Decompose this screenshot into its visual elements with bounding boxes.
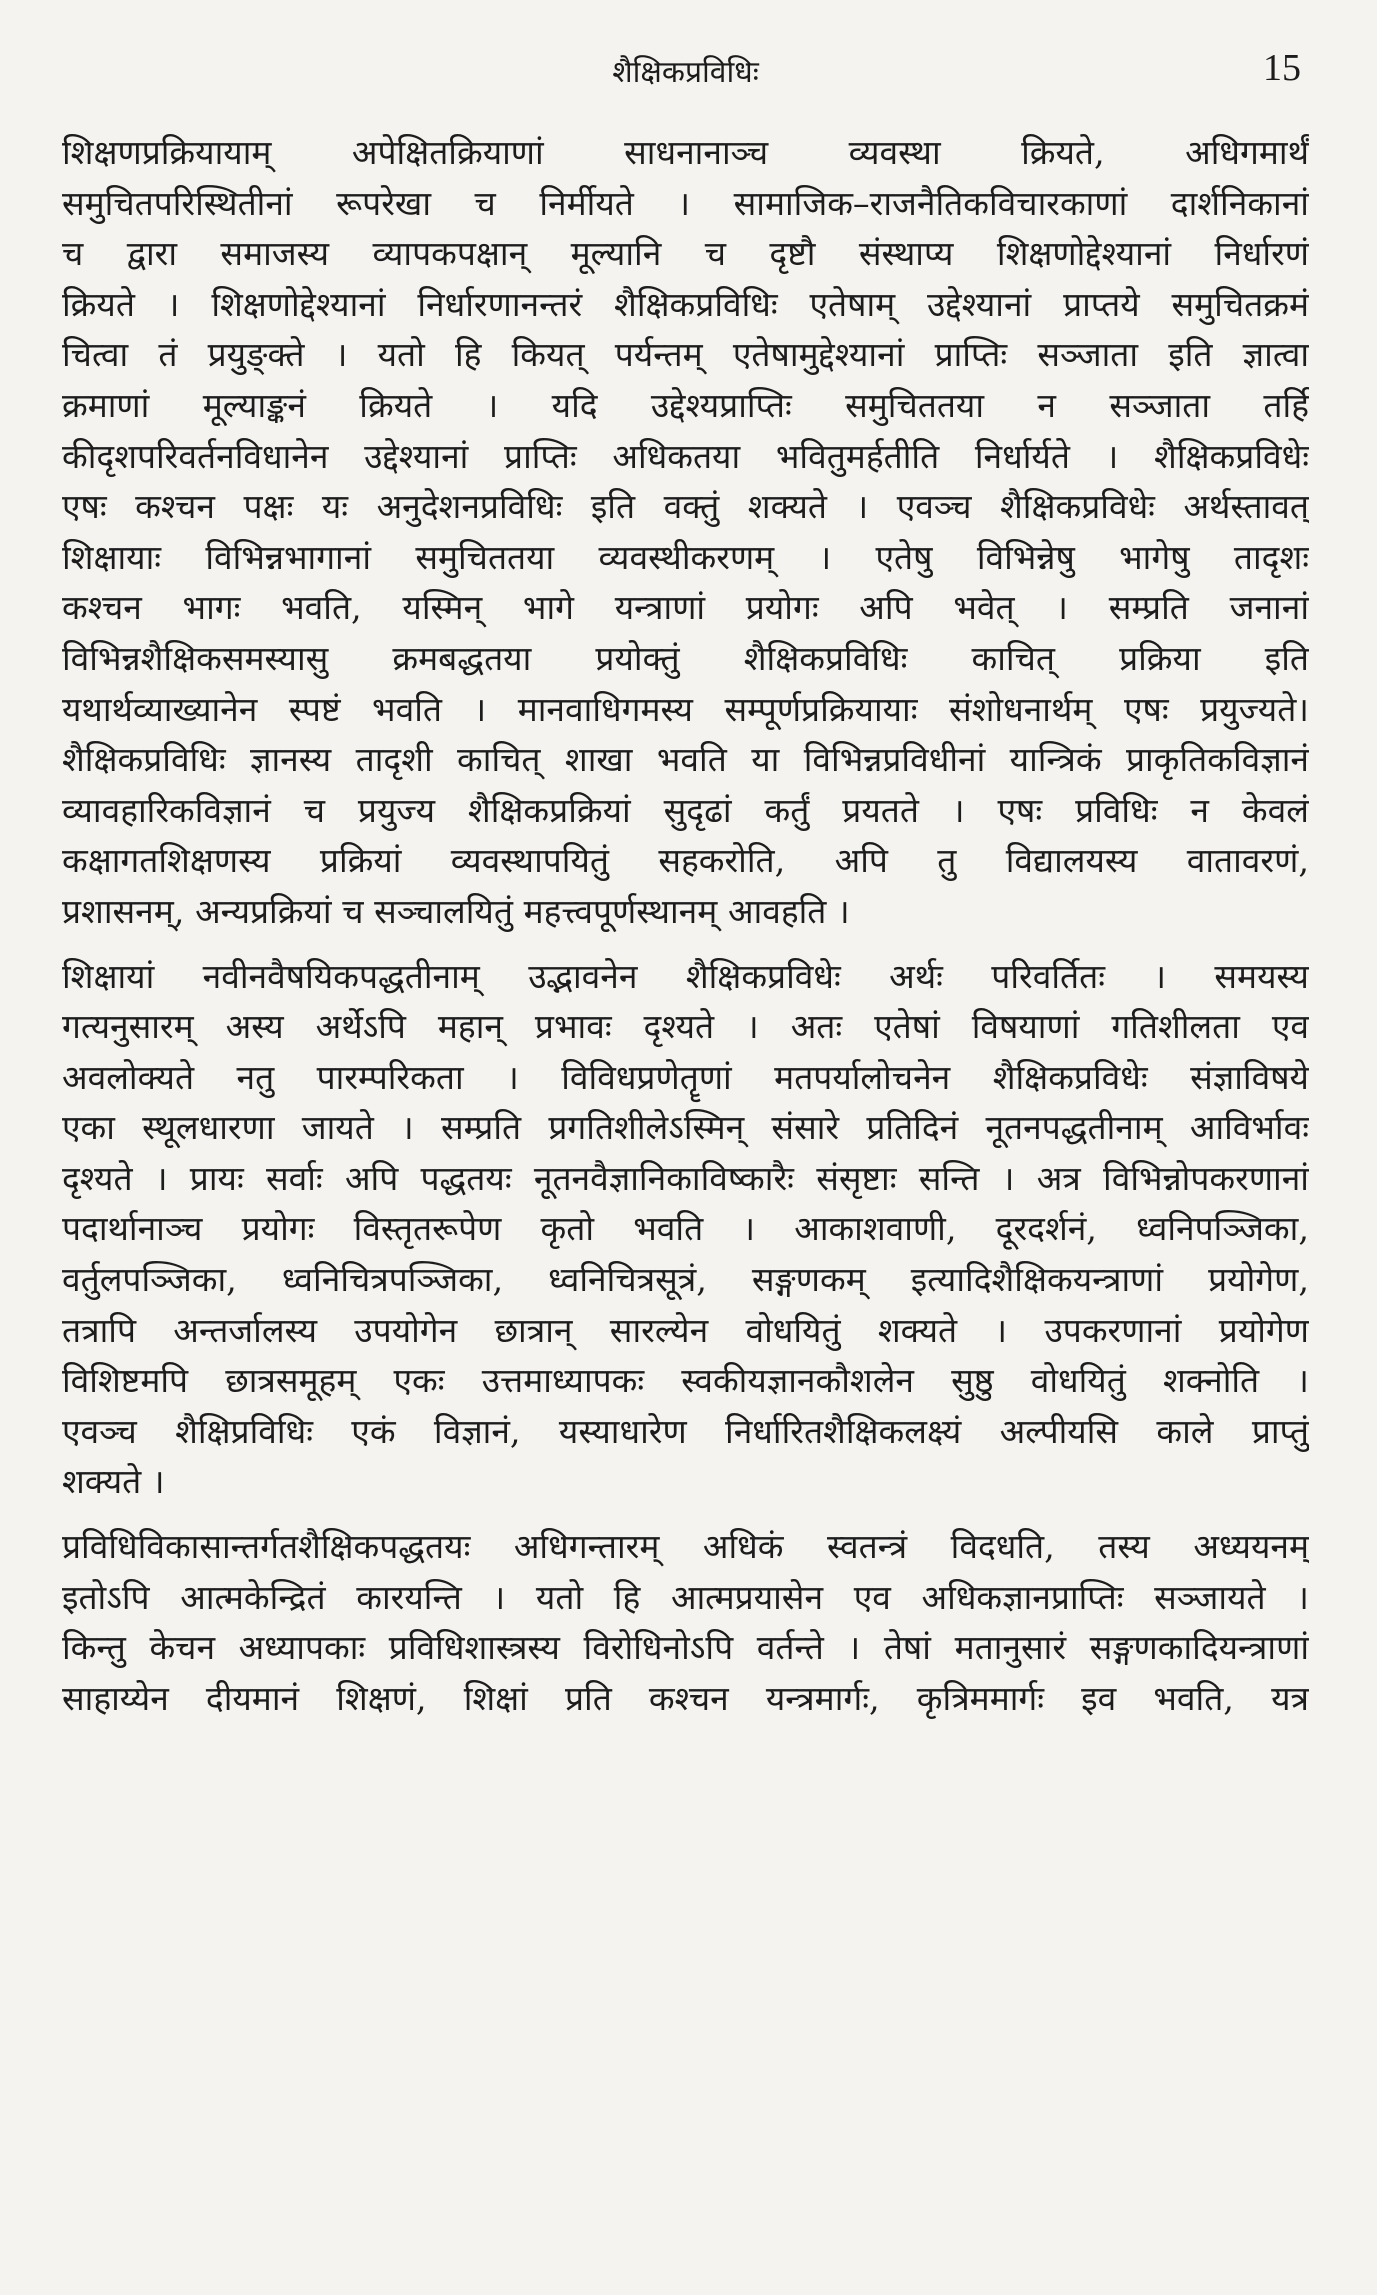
text-line: एषः कश्चन पक्षः यः अनुदेशनप्रविधिः इति वक्तुं शक्यते । एवञ्च शैक्षिकप्रविधेः अर्थस्तावत् — [62, 487, 1309, 527]
text-line: पदार्थानाञ्च प्रयोगः विस्तृतरूपेण कृतो भवति । आकाशवाणी, दूरदर्शनं, ध्वनिपञ्जिका, — [62, 1209, 1309, 1249]
text-line: प्रविधिविकासान्तर्गतशैक्षिकपद्धतयः अधिगन्तारम् अधिकं स्वतन्त्रं विदधति, तस्य अध्ययनम् — [62, 1527, 1309, 1567]
text-line: चित्वा तं प्रयुङ्क्ते । यतो हि कियत् पर्यन्तम् एतेषामुद्देश्यानां प्राप्तिः सञ्जाता इति ज्ञात्वा — [62, 335, 1309, 375]
page-number: 15 — [1263, 47, 1301, 89]
text-line: साहाय्येन दीयमानं शिक्षणं, शिक्षां प्रति कश्चन यन्त्रमार्गः, कृत्रिममार्गः इव भवति, यत्र — [62, 1678, 1309, 1718]
text-line: दृश्यते । प्रायः सर्वाः अपि पद्धतयः नूतनवैज्ञानिकाविष्कारैः संसृष्टाः सन्ति । अत्र विभिन्नोपकरणानां — [62, 1158, 1309, 1198]
text-line: कक्षागतशिक्षणस्य प्रक्रियां व्यवस्थापयितुं सहकरोति, अपि तु विद्यालयस्य वातावरणं, — [62, 841, 1309, 881]
paragraph-3 — [62, 1522, 1309, 1724]
text-line: व्यावहारिकविज्ञानं च प्रयुज्य शैक्षिकप्रक्रियां सुदृढां कर्तुं प्रयतते । एषः प्रविधिः न केवलं — [62, 790, 1309, 830]
text-line: अवलोक्यते नतु पारम्परिकता । विविधप्रणेतॄणां मतपर्यालोचनेन शैक्षिकप्रविधेः संज्ञाविषये — [62, 1057, 1309, 1097]
text-line: तत्रापि अन्तर्जालस्य उपयोगेन छात्रान् सारल्येन वोधयितुं शक्यते । उपकरणानां प्रयोगेण — [62, 1310, 1309, 1350]
text-line: च द्वारा समाजस्य व्यापकपक्षान् मूल्यानि च दृष्टौ संस्थाप्य शिक्षणोद्देश्यानां निर्धारणं — [62, 234, 1309, 274]
text-line: शैक्षिकप्रविधिः ज्ञानस्य तादृशी काचित् शाखा भवति या विभिन्नप्रविधीनां यान्त्रिकं प्राकृतिकविज्ञानं — [62, 740, 1309, 780]
text-line: गत्यनुसारम् अस्य अर्थेऽपि महान् प्रभावः दृश्यते । अतः एतेषां विषयाणां गतिशीलता एव — [62, 1007, 1309, 1047]
text-line: विशिष्टमपि छात्रसमूहम् एकः उत्तमाध्यापकः स्वकीयज्ञानकौशलेन सुष्ठु वोधयितुं शक्नोति । — [62, 1361, 1309, 1401]
running-title: शैक्षिकप्रविधिः — [612, 55, 759, 90]
text-line: कश्चन भागः भवति, यस्मिन् भागे यन्त्राणां प्रयोगः अपि भवेत् । सम्प्रति जनानां — [62, 588, 1309, 628]
text-line: कीदृशपरिवर्तनविधानेन उद्देश्यानां प्राप्तिः अधिकतया भवितुमर्हतीति निर्धार्यते । शैक्षिकप्रविधेः — [62, 436, 1309, 476]
text-line: प्रशासनम्, अन्यप्रक्रियां च सञ्चालयितुं महत्त्वपूर्णस्थानम् आवहति । — [62, 891, 850, 931]
text-line: इतोऽपि आत्मकेन्द्रितं कारयन्ति । यतो हि आत्मप्रयासेन एव अधिकज्ञानप्राप्तिः सञ्जायते । — [62, 1577, 1309, 1617]
text-line: समुचितपरिस्थितीनां रूपरेखा च निर्मीयते । सामाजिक–राजनैतिकविचारकाणां दार्शनिकानां — [62, 183, 1309, 223]
text-line: किन्तु केचन अध्यापकाः प्रविधिशास्त्रस्य विरोधिनोऽपि वर्तन्ते । तेषां मतानुसारं सङ्गणकादियन्त्राणां — [62, 1628, 1309, 1668]
paragraph-1 — [62, 128, 1309, 938]
text-line: वर्तुलपञ्जिका, ध्वनिचित्रपञ्जिका, ध्वनिचित्रसूत्रं, सङ्गणकम् इत्यादिशैक्षिकयन्त्राणां प्रयोगेण, — [62, 1260, 1309, 1300]
text-line: शक्यते । — [62, 1462, 165, 1502]
text-line: एका स्थूलधारणा जायते । सम्प्रति प्रगतिशीलेऽस्मिन् संसारे प्रतिदिनं नूतनपद्धतीनाम् आविर्भावः — [62, 1108, 1309, 1148]
text-line: शिक्षणप्रक्रियायाम् अपेक्षितक्रियाणां साधनानाञ्च व्यवस्था क्रियते, अधिगमार्थं — [62, 133, 1309, 172]
text-line: एवञ्च शैक्षिप्रविधिः एकं विज्ञानं, यस्याधारेण निर्धारितशैक्षिकलक्ष्यं अल्पीयसि काले प्राप्तुं — [62, 1411, 1309, 1451]
text-line: यथार्थव्याख्यानेन स्पष्टं भवति । मानवाधिगमस्य सम्पूर्णप्रक्रियायाः संशोधनार्थम् एषः प्रयुज्यते। — [62, 689, 1309, 729]
page-header — [62, 44, 1309, 104]
text-line: क्रमाणां मूल्याङ्कनं क्रियते । यदि उद्देश्यप्राप्तिः समुचिततया न सञ्जाता तर्हि — [62, 385, 1309, 425]
text-line: शिक्षायां नवीनवैषयिकपद्धतीनाम् उद्भावनेन शैक्षिकप्रविधेः अर्थः परिवर्तितः । समयस्य — [62, 956, 1309, 996]
text-line: क्रियते । शिक्षणोद्देश्यानां निर्धारणानन्तरं शैक्षिकप्रविधिः एतेषाम् उद्देश्यानां प्राप्तये समुचितक्रमं — [62, 284, 1309, 324]
text-line: शिक्षायाः विभिन्नभागानां समुचिततया व्यवस्थीकरणम् । एतेषु विभिन्नेषु भागेषु तादृशः — [62, 537, 1309, 577]
text-line: विभिन्नशैक्षिकसमस्यासु क्रमबद्धतया प्रयोक्तुं शैक्षिकप्रविधिः काचित् प्रक्रिया इति — [62, 638, 1309, 678]
body-text — [62, 128, 1309, 1724]
paragraph-2 — [62, 952, 1309, 1509]
